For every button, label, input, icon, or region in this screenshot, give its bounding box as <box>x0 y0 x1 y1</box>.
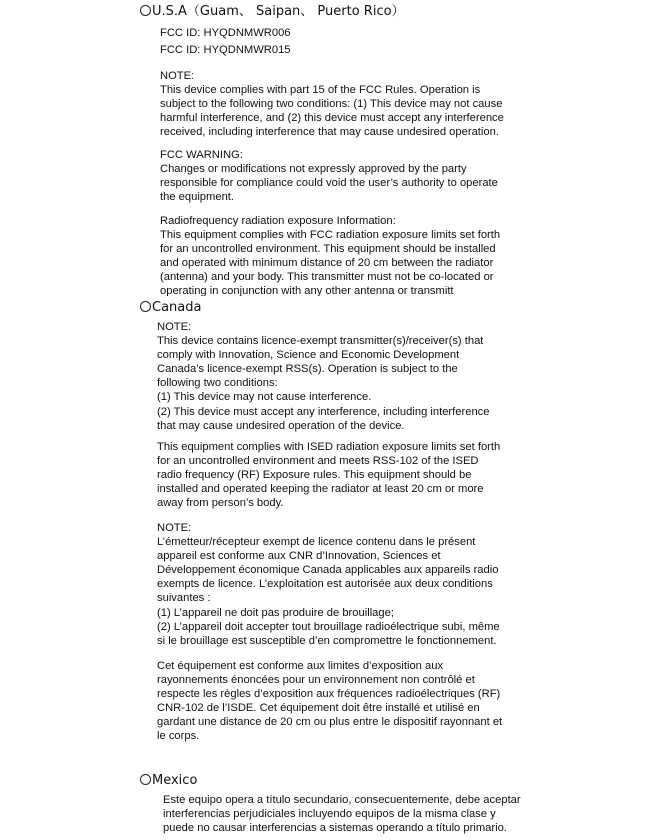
text-line: (antenna) and your body. This transmitter must not be co-located or <box>160 271 494 284</box>
text-line: gardant une distance de 20 cm ou plus entre le dispositif rayonnant et <box>157 716 503 729</box>
canada-heading-text: Canada <box>152 300 202 315</box>
section-heading-usa <box>140 4 405 20</box>
text-line: Canada’s licence-exempt RSS(s). Operation is subject to the <box>157 363 458 376</box>
text-line: operating in conjunction with any other antenna or transmitt <box>160 285 454 297</box>
text-line: comply with Innovation, Science and Economic Development <box>157 349 460 362</box>
fcc-id: FCC ID: HYQDNMWR006 <box>160 27 291 39</box>
text-line: the equipment. <box>160 191 235 204</box>
text-line: (2) This device must accept any interference, including interference <box>157 405 490 418</box>
text-line: Développement économique Canada applicables aux appareils radio <box>157 564 499 577</box>
text-line: appareil est conforme aux CNR d’Innovation, Sciences et <box>157 550 441 563</box>
text-line: interferencias perjudiciales incluyendo equipos de la misma clase y <box>163 808 496 821</box>
text-line: respecte les règles d’exposition aux fréquences radioélectriques (RF) <box>157 688 501 701</box>
usa-note-block <box>160 69 504 139</box>
text-line: L’émetteur/récepteur exempt de licence contenu dans le présent <box>157 536 476 549</box>
circle-bullet-icon <box>140 301 151 312</box>
text-line: (2) L’appareil doit accepter tout brouillage radioélectrique subi, même <box>157 620 500 633</box>
canada-note-fr-title: NOTE: <box>157 522 192 534</box>
fcc-warning-block <box>160 148 498 204</box>
text-line: for an uncontrolled environment and meets RSS-102 of the ISED <box>157 455 479 468</box>
text-line: Cet équipement est conforme aux limites d’exposition aux <box>157 660 444 672</box>
text-line: rayonnements énoncées pour un environnement non contrôlé et <box>157 674 475 687</box>
canada-note-fr-block <box>157 521 500 648</box>
text-line: si le brouillage est susceptible d’en compromettre le fonctionnement. <box>157 634 497 647</box>
text-line: and operated with minimum distance of 20 cm between the radiator <box>160 257 494 270</box>
section-heading-canada <box>140 300 201 316</box>
text-line: puede no causar interferencias a sistemas operando a título primario. <box>163 822 507 835</box>
text-line: received, including interference that may cause undesired operation. <box>160 126 499 139</box>
rf-exposure-title: Radiofrequency radiation exposure Information: <box>160 215 396 227</box>
text-line: This equipment complies with ISED radiation exposure limits set forth <box>157 441 501 453</box>
fcc-warning-title: FCC WARNING: <box>160 149 243 161</box>
text-line: This device contains licence-exempt transmitter(s)/receiver(s) that <box>157 335 484 348</box>
canada-note-title: NOTE: <box>157 321 192 333</box>
circle-bullet-icon <box>140 774 151 785</box>
text-line: following two conditions: <box>157 377 278 390</box>
text-line: that may cause undesired operation of the device. <box>157 419 405 432</box>
section-heading-mexico <box>140 773 197 789</box>
text-line: suivantes : <box>157 592 211 605</box>
text-line: responsible for compliance could void the user’s authority to operate <box>160 177 498 190</box>
usa-heading-text: U.S.A（Guam、 Saipan、 Puerto Rico） <box>152 4 405 19</box>
text-line: CNR-102 de l’ISDE. Cet équipement doit être installé et utilisé en <box>157 702 480 715</box>
text-line: for an uncontrolled environment. This equipment should be installed <box>160 243 496 256</box>
text-line: Este equipo opera a título secundario, consecuentemente, debe aceptar <box>163 794 521 806</box>
text-line: harmful interference, and (2) this device must accept any interference <box>160 112 504 125</box>
mexico-heading-text: Mexico <box>152 773 198 788</box>
text-line: radio frequency (RF) Exposure rules. This equipment should be <box>157 469 472 482</box>
rf-exposure-block <box>160 214 528 296</box>
text-line: (1) L’appareil ne doit pas produire de brouillage; <box>157 606 394 619</box>
fcc-id-list <box>160 25 291 59</box>
text-line: This equipment complies with FCC radiation exposure limits set forth <box>160 229 501 242</box>
text-line: le corps. <box>157 730 200 743</box>
text-line: away from person’s body. <box>157 497 284 510</box>
canada-rf-en-block <box>157 440 500 510</box>
text-line: (1) This device may not cause interference. <box>157 391 372 404</box>
mexico-block <box>163 793 521 835</box>
canada-rf-fr-block <box>157 659 502 744</box>
circle-bullet-icon <box>140 5 151 16</box>
text-line: exempts de licence. L’exploitation est autorisée aux deux conditions <box>157 578 493 591</box>
text-line: This device complies with part 15 of the FCC Rules. Operation is <box>160 84 481 97</box>
canada-note-en-block <box>157 320 489 433</box>
fcc-id: FCC ID: HYQDNMWR015 <box>160 44 291 56</box>
usa-note-title: NOTE: <box>160 70 195 82</box>
text-line: subject to the following two conditions: (1) This device may not cause <box>160 98 503 111</box>
text-line: installed and operated keeping the radiator at least 20 cm or more <box>157 483 484 496</box>
text-line: Changes or modifications not expressly approved by the party <box>160 163 467 176</box>
